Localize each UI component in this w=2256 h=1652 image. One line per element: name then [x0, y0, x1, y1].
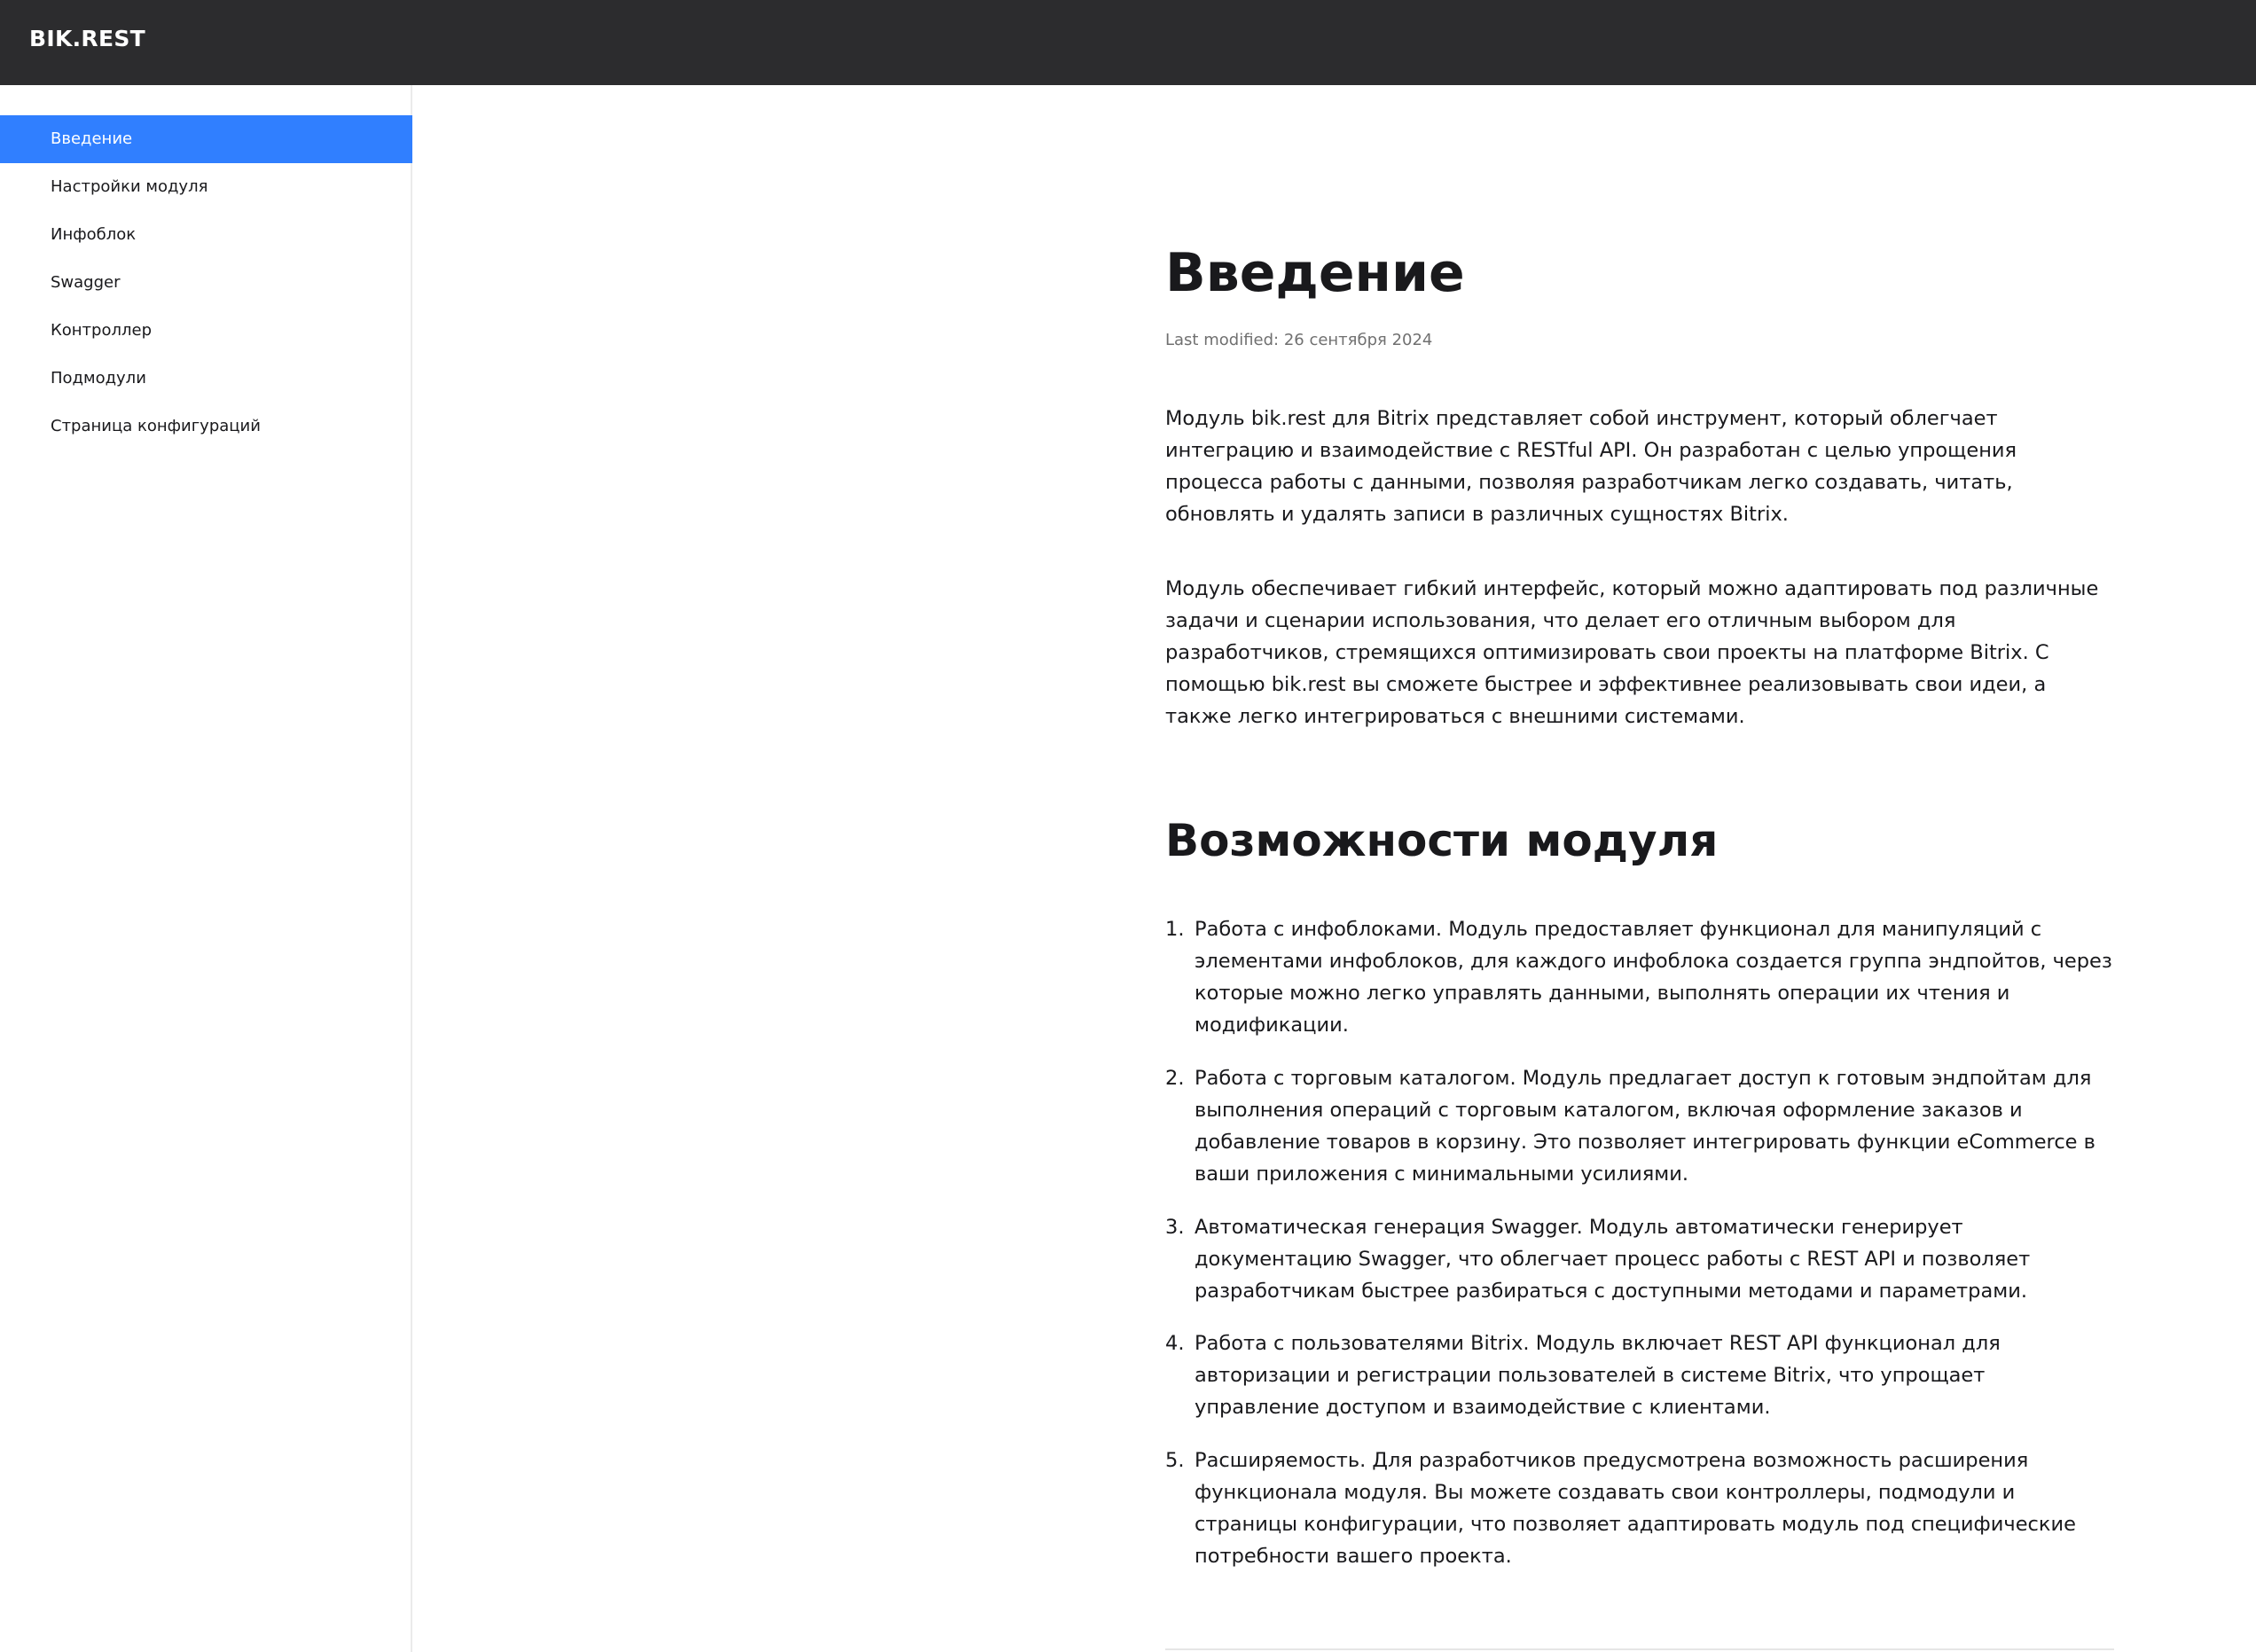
top-header — [0, 0, 2256, 85]
list-item-text: Работа с пользователями Bitrix. Модуль включает REST API функционал для авторизации и регистрации пользователей в системе Bitrix, что упрощает управление доступом и взаимодействие с клиентами. — [1195, 1332, 2001, 1419]
list-item-text: Работа с инфоблоками. Модуль предоставляет функционал для манипуляций с элементами инфоблоков, для каждого инфоблока создается группа эндпойтов, через которые можно легко управлять данными, выполнять операции их чтения и модификации. — [1195, 918, 2112, 1037]
content-divider — [1165, 1648, 2114, 1650]
intro-paragraph-2: Модуль обеспечивает гибкий интерфейс, который можно адаптировать под различные задачи и сценарии использования, что делает его отличным выбором для разработчиков, стремящихся оптимизировать свои проекты на платформе Bitrix. С помощью bik.rest вы сможете быстрее и эффективнее реализовывать свои идеи, а также легко интегрироваться с внешними системами. — [1165, 577, 2099, 728]
list-item-number: 5. — [1165, 1449, 1185, 1472]
features-heading: Возможности модуля — [1165, 815, 1719, 866]
list-item-text: Расширяемость. Для разработчиков предусмотрена возможность расширения функционала модуля. Вы можете создавать свои контроллеры, подмодули и страницы конфигурации, что позволяет адаптировать модуль под специфические потребности вашего проекта. — [1195, 1449, 2076, 1568]
list-item-number: 1. — [1165, 918, 1185, 941]
page-title: Введение — [1165, 242, 1465, 304]
list-item-number: 4. — [1165, 1332, 1185, 1355]
sidebar-item-infoblock[interactable]: Инфоблок — [51, 225, 137, 244]
list-item-text: Работа с торговым каталогом. Модуль предлагает доступ к готовым эндпойтам для выполнения операций с торговым каталогом, включая оформление заказов и добавление товаров в корзину. Это позволяет интегрировать функции eCommerce в ваши приложения с минимальными усилиями. — [1195, 1067, 2095, 1186]
intro-paragraph-1: Модуль bik.rest для Bitrix представляет собой инструмент, который облегчает интеграцию и взаимодействие с RESTful API. Он разработан с целью упрощения процесса работы с данными, позволяя разработчикам легко создавать, читать, обновлять и удалять записи в различных сущностях Bitrix. — [1165, 407, 2017, 526]
list-item-number: 2. — [1165, 1067, 1185, 1090]
sidebar-item-module-settings[interactable]: Настройки модуля — [51, 177, 208, 196]
sidebar-item-controller[interactable]: Контроллер — [51, 321, 152, 340]
sidebar-item-submodules[interactable]: Подмодули — [51, 369, 146, 388]
brand-logo[interactable]: BIK.REST — [29, 26, 146, 51]
sidebar-nav — [0, 85, 412, 1652]
list-item-text: Автоматическая генерация Swagger. Модуль автоматически генерирует документацию Swagger, что облегчает процесс работы с REST API и позволяет разработчикам быстрее разбираться с доступными методами и параметрами. — [1195, 1216, 2031, 1303]
sidebar-item-vvedenie[interactable]: Введение — [0, 115, 412, 163]
sidebar-item-swagger[interactable]: Swagger — [51, 273, 121, 292]
list-item-number: 3. — [1165, 1216, 1185, 1239]
sidebar-item-config-page[interactable]: Страница конфигураций — [51, 417, 261, 435]
last-modified-date: Last modified: 26 сентября 2024 — [1165, 331, 1433, 349]
